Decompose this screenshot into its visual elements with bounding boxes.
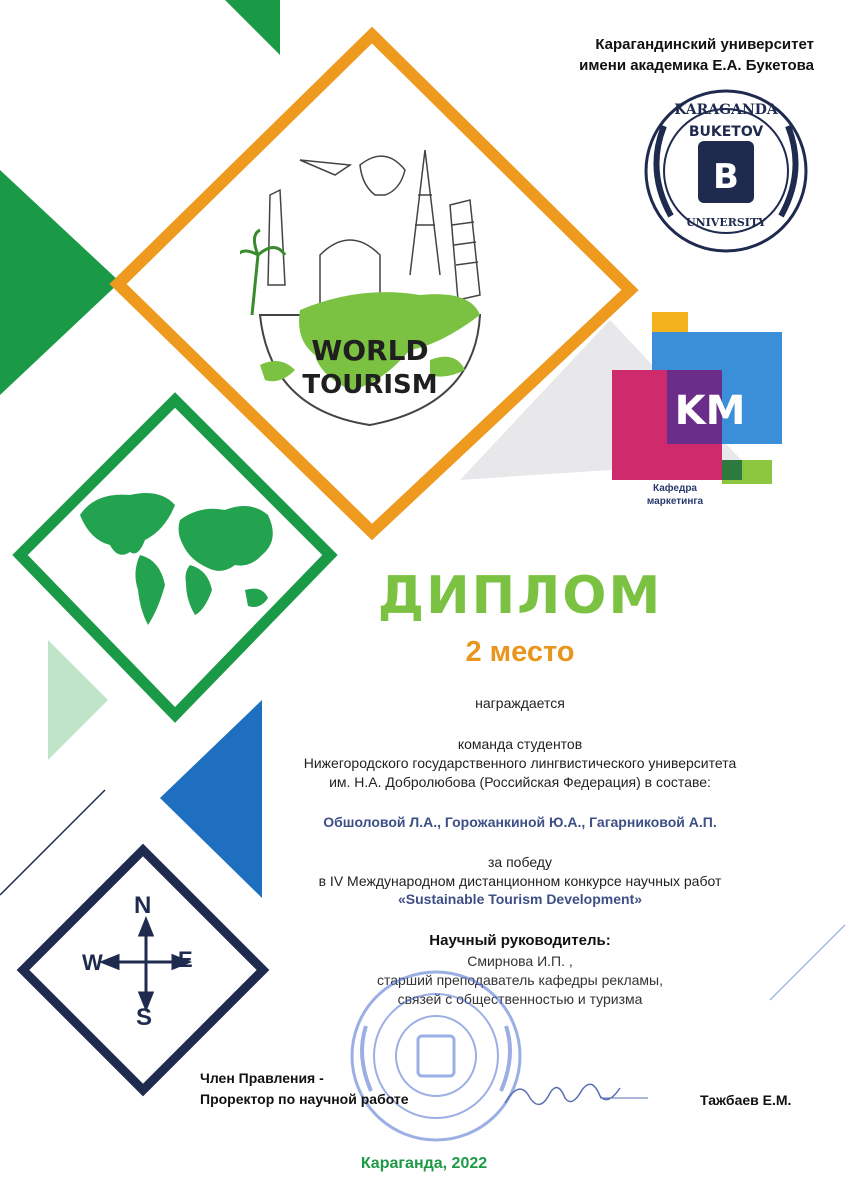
diploma-title: ДИПЛОМ (377, 566, 663, 626)
compass-e: E (178, 947, 193, 972)
compass-diamond (23, 850, 263, 1090)
city-year: Караганда, 2022 (360, 1155, 488, 1172)
university-name-line1: Карагандинский университет (595, 36, 814, 53)
logo-middle-text: BUKETOV (688, 124, 764, 140)
left-green-triangle (0, 170, 120, 395)
university-logo (636, 86, 816, 256)
logo-bottom-text: UNIVERSITY (686, 216, 766, 229)
compass-s: S (136, 1004, 153, 1031)
signatory-name: Тажбаев Е.М. (700, 1092, 792, 1108)
logo-top-text: KARAGANDA (674, 102, 778, 118)
team-line-2: Нижегородского государственного лингвистического университета (303, 755, 737, 771)
tourism-text: TOURISM (302, 370, 438, 400)
thin-line-1 (0, 790, 105, 895)
place-text: 2 место (465, 636, 575, 668)
pale-green-triangle (48, 640, 108, 760)
supervisor-position-2: связей с общественностью и туризма (397, 991, 643, 1007)
university-name (579, 34, 814, 76)
awarded-text: награждается (475, 695, 565, 711)
for-line-1: за победу (488, 854, 552, 870)
official-stamp (346, 966, 526, 1146)
contest-name: «Sustainable Tourism Development» (397, 891, 643, 907)
compass-n: N (134, 892, 152, 919)
department-label (620, 482, 730, 508)
team-line-3: им. Н.А. Добролюбова (Российская Федерация) в составе: (329, 774, 711, 790)
compass-w: W (82, 950, 103, 975)
department-logo (612, 312, 790, 484)
supervisor-position-1: старший преподаватель кафедры рекламы, (377, 972, 663, 988)
department-label-line1: Кафедра (653, 483, 697, 494)
supervisor-name: Смирнова И.П. , (467, 953, 573, 969)
department-label-line2: маркетинга (646, 496, 704, 507)
university-name-line2: имени академика Е.А. Букетова (579, 57, 814, 74)
signatory-role-line2: Проректор по научной работе (200, 1091, 409, 1107)
supervisor-label: Научный руководитель: (429, 932, 611, 949)
signature (500, 1068, 650, 1118)
team-line-1: команда студентов (457, 736, 583, 752)
student-names: Обшоловой Л.А., Горожанкиной Ю.А., Гагарниковой А.П. (323, 814, 717, 830)
world-text: WORLD (311, 334, 429, 367)
signatory-role (200, 1068, 409, 1110)
department-mark: KM (674, 388, 746, 434)
signatory-role-line1: Член Правления - (200, 1070, 324, 1086)
world-tourism-illustration (240, 145, 500, 435)
for-line-2: в IV Международном дистанционном конкурсе научных работ (318, 873, 722, 889)
logo-letter: B (713, 157, 739, 197)
top-green-triangle (225, 0, 280, 55)
